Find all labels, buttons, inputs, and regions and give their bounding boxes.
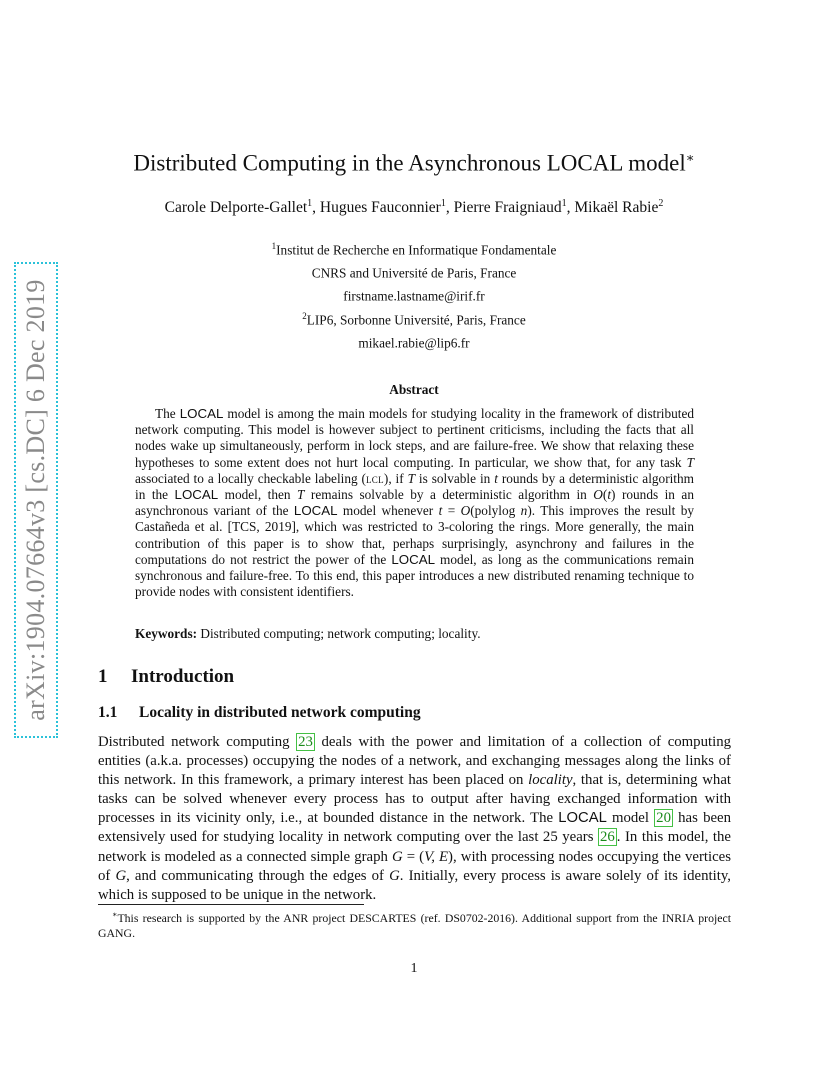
abstract-paragraph: The LOCAL model is among the main models for studying locality in the framework of distributed network computing. This model is however subject to pertinent criticisms, including the facts that all nodes wake up simultaneously, perform in lock steps, and are failure-free. We show that relaxing these hypotheses to some extent does not hurt local computing. In particular, we show that, for any task T associated to a locally checkable labeling (lcl), if T is solvable in t rounds by a deterministic algorithm in the LOCAL model, then T remains solvable by a deterministic algorithm in O(t) rounds in an asynchronous variant of the LOCAL model whenever t = O(polylog n). This improves the result by Castañeda et al. [TCS, 2019], which was restricted to 3-coloring the rings. More generally, the main contribution of this paper is to show that, perhaps surprisingly, asynchrony and failures in the computations do not restrict the power of the LOCAL model, as long as the communications remain synchronous and failure-free. To this end, this paper introduces a new distributed renaming technique to provide nodes with consistent identifiers. <box>135 406 694 600</box>
paper-title-text: Distributed Computing in the Asynchronous LOCAL model <box>133 150 686 176</box>
affiliations <box>0 237 828 353</box>
subsection-heading <box>98 704 421 722</box>
affiliation-line: $^2$LIP6, Sorbonne Université, Paris, France <box>302 310 526 328</box>
subsection-number: 1.1 <box>98 704 118 721</box>
author: Hugues Fauconnier$^1$, <box>319 198 454 217</box>
citation-link[interactable]: 20 <box>656 810 671 827</box>
paper-title <box>0 150 828 177</box>
arxiv-identifier: arXiv:1904.07664v3 [cs.DC] 6 Dec 2019 <box>21 279 50 721</box>
section-number: 1 <box>98 666 108 687</box>
affiliation-line: $^1$Institut de Recherche en Informatique Fondamentale <box>271 241 557 258</box>
affiliation-line: CNRS and Université de Paris, France <box>311 265 517 281</box>
keywords <box>135 626 694 642</box>
abstract-heading: Abstract <box>389 382 439 397</box>
section-heading <box>98 666 234 688</box>
body-text <box>98 733 731 905</box>
subsection-title: Locality in distributed network computing <box>139 704 421 721</box>
author-list <box>0 198 828 217</box>
footnote <box>98 907 731 941</box>
section-title: Introduction <box>131 666 235 687</box>
citation-link[interactable]: 23 <box>298 734 313 750</box>
keywords-label: Keywords: <box>135 626 198 641</box>
footnote-text: This research is supported by the ANR project DESCARTES (ref. DS0702-2016). Additional support from the INRIA project GANG. <box>98 910 731 940</box>
author: Pierre Fraigniaud$^1$, <box>453 198 575 217</box>
abstract-body <box>135 406 694 600</box>
page-number: 1 <box>410 961 418 976</box>
affiliation-email: mikael.rabie@lip6.fr <box>358 335 470 351</box>
affiliation-email: firstname.lastname@irif.fr <box>343 288 485 304</box>
body-paragraph: Distributed network computing 23 deals with the power and limitation of a collection of computing entities (a.k.a. processes) occupying the nodes of a network, and exchanging messages along the links of this network. In this framework, a primary interest has been placed on locality, that is, determining what tasks can be solved whenever every process has to output after having exchanged information with processes in its vicinity only, i.e., at bounded distance in the network. The LOCAL model 20 has been extensively used for studying locality in network computing over the last 25 years 26 . In this model, the network is modeled as a connected simple graph G = (V, E), with processing nodes occupying the vertices of G, and communicating through the edges of G. Initially, every process is aware solely of its identity, which is supposed to be unique in the network. <box>98 734 732 903</box>
author: Mikaël Rabie$^2$ <box>574 198 664 217</box>
author: Carole Delporte-Gallet$^1$, <box>164 198 320 217</box>
footnote-rule <box>98 904 364 905</box>
keywords-text: Distributed computing; network computing; locality. <box>200 626 481 641</box>
citation-link[interactable]: 26 <box>599 829 615 846</box>
footnote-mark: ∗ <box>112 910 118 919</box>
title-footnote-mark: ∗ <box>685 150 695 165</box>
